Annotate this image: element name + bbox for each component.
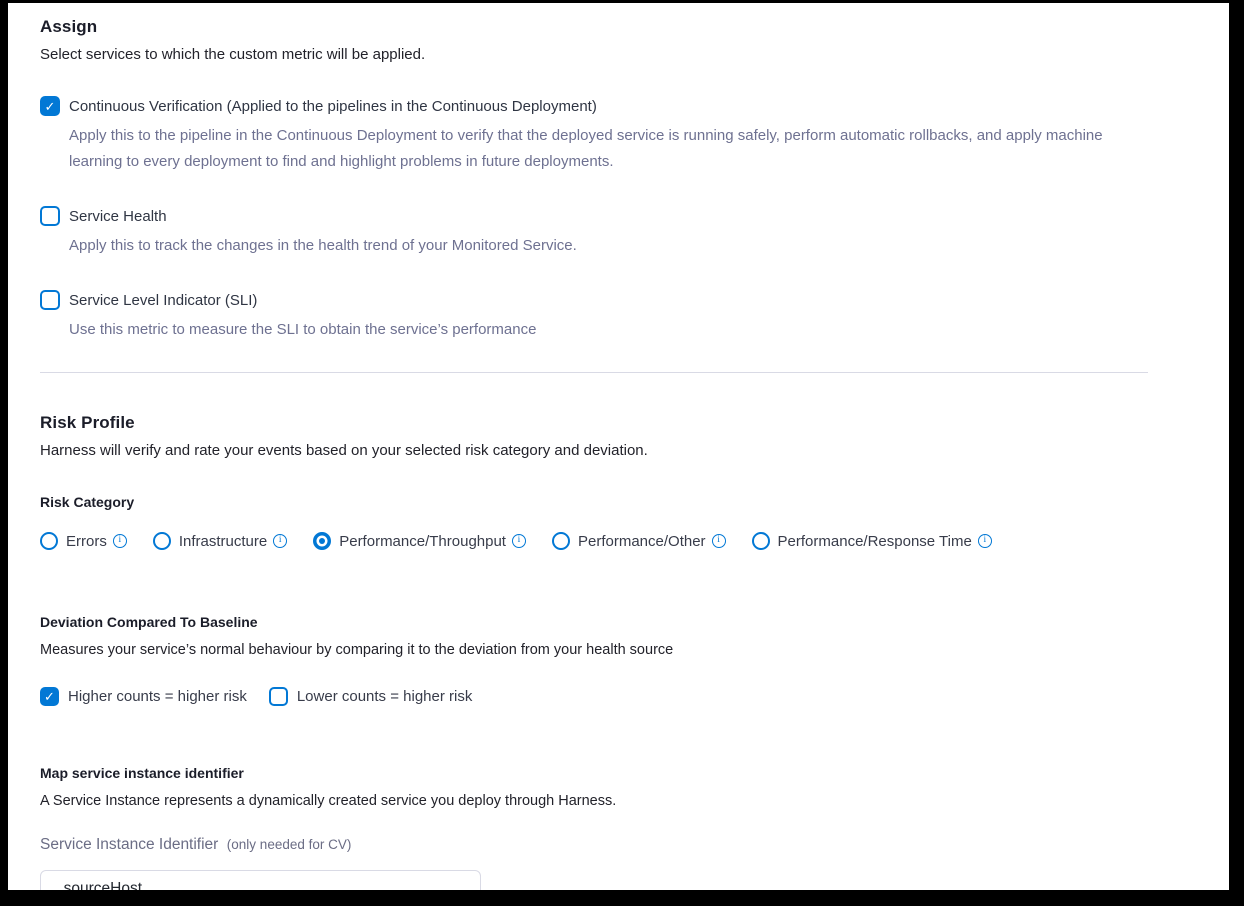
- service-health-label: Service Health: [69, 208, 167, 225]
- sli-description: Use this metric to measure the SLI to obtain the service’s performance: [69, 321, 537, 338]
- map-service-instance-subtitle: A Service Instance represents a dynamically created service you deploy through Harness.: [40, 793, 617, 809]
- service-instance-identifier-note: (only needed for CV): [226, 837, 352, 852]
- form-panel: [8, 3, 1229, 890]
- performance-throughput-info-icon[interactable]: [512, 534, 526, 548]
- assign-subtitle: Select services to which the custom metric will be applied.: [40, 46, 426, 63]
- errors-radio[interactable]: [40, 532, 58, 550]
- errors-info-icon[interactable]: [113, 534, 127, 548]
- performance-throughput-radio-label: Performance/Throughput: [339, 532, 506, 550]
- radio-errors[interactable]: [40, 532, 127, 550]
- performance-other-info-icon[interactable]: [712, 534, 726, 548]
- sli-label: Service Level Indicator (SLI): [69, 292, 258, 309]
- radio-performance-other[interactable]: [552, 532, 726, 550]
- continuous-verification-checkbox[interactable]: [40, 96, 60, 116]
- performance-other-radio[interactable]: [552, 532, 570, 550]
- deviation-checkbox-group: [40, 687, 1229, 706]
- infrastructure-info-icon[interactable]: [273, 534, 287, 548]
- performance-response-time-radio[interactable]: [752, 532, 770, 550]
- errors-radio-label: Errors: [66, 532, 107, 550]
- checkbox-row-service-health[interactable]: [40, 206, 1229, 227]
- section-divider: [40, 372, 1148, 373]
- deviation-label: Deviation Compared To Baseline: [40, 614, 258, 630]
- service-instance-identifier-label-row: [40, 836, 1229, 854]
- performance-throughput-radio[interactable]: [313, 532, 331, 550]
- map-service-instance-title: Map service instance identifier: [40, 765, 244, 781]
- risk-profile-subtitle: Harness will verify and rate your events based on your selected risk category and deviation.: [40, 442, 648, 459]
- performance-response-time-radio-label: Performance/Response Time: [777, 532, 972, 550]
- checkbox-row-higher-counts[interactable]: [40, 687, 247, 706]
- performance-other-radio-label: Performance/Other: [577, 532, 706, 550]
- sli-checkbox[interactable]: [40, 290, 60, 310]
- higher-counts-label: Higher counts = higher risk: [68, 688, 247, 705]
- form-content: [8, 3, 1229, 890]
- service-instance-identifier-input[interactable]: [40, 870, 481, 890]
- risk-category-label: Risk Category: [40, 494, 135, 510]
- checkbox-row-lower-counts[interactable]: [269, 687, 473, 706]
- infrastructure-radio-label: Infrastructure: [178, 532, 268, 550]
- continuous-verification-description: Apply this to the pipeline in the Continuous Deployment to verify that the deployed service is running safely, perform automatic rollbacks, and apply machine learning to every deployment to find and highlight problems in future deployments.: [69, 127, 1103, 170]
- checkbox-row-sli[interactable]: [40, 290, 1229, 311]
- service-health-checkbox[interactable]: [40, 206, 60, 226]
- radio-performance-throughput[interactable]: [313, 532, 526, 550]
- continuous-verification-label: Continuous Verification (Applied to the pipelines in the Continuous Deployment): [69, 98, 597, 115]
- checkbox-row-continuous-verification[interactable]: [40, 96, 1229, 117]
- service-instance-identifier-label: Service Instance Identifier: [40, 836, 219, 853]
- service-health-description: Apply this to track the changes in the health trend of your Monitored Service.: [69, 237, 577, 254]
- lower-counts-label: Lower counts = higher risk: [296, 688, 473, 705]
- deviation-subtitle: Measures your service’s normal behaviour by comparing it to the deviation from your health source: [40, 642, 674, 658]
- assign-title: Assign: [40, 17, 98, 36]
- radio-performance-response-time[interactable]: [752, 532, 992, 550]
- higher-counts-checkbox[interactable]: [40, 687, 59, 706]
- risk-category-radio-group: [40, 532, 1229, 550]
- performance-response-time-info-icon[interactable]: [978, 534, 992, 548]
- infrastructure-radio[interactable]: [153, 532, 171, 550]
- radio-infrastructure[interactable]: [153, 532, 287, 550]
- lower-counts-checkbox[interactable]: [269, 687, 288, 706]
- risk-profile-title: Risk Profile: [40, 413, 135, 432]
